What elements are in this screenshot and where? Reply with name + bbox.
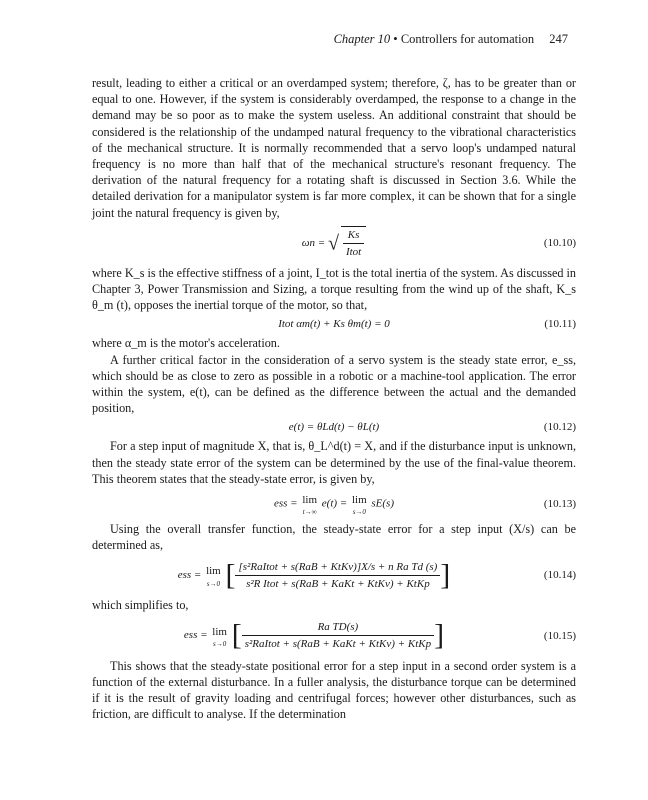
paragraph-6: Using the overall transfer function, the steady-state error for a step input (X/s) can be determined as, — [92, 522, 576, 553]
eq-lim: lim — [212, 625, 227, 638]
eq-lhs: ωn = — [301, 236, 326, 249]
equation-10-12 — [92, 416, 576, 438]
eq-rhs: sE(s) — [371, 497, 394, 510]
paragraph-5: For a step input of magnitude X, that is, θ_L^d(t) = X, and if the disturbance input is unknown, then the steady state error of the system can be determined by the use of the final-value theorem. This theorem states that the steady-state error, is given by, — [92, 439, 576, 486]
paragraph-7: which simplifies to, — [92, 598, 189, 613]
paragraph-8: This shows that the steady-state positional error for a step input in a second order system is a function of the external disturbance. In a fuller analysis, the disturbance torque can be determined if it is the result of gravity loading and centrifugal forces; however other disturbances, such as friction, are difficult to analyse. If the determination — [92, 658, 576, 722]
header-bullet: • — [393, 32, 398, 46]
eq-numerator: Ra TD(s) — [242, 619, 434, 636]
eq-lim: lim — [206, 565, 221, 578]
eq-text: Itot αm(t) + Ks θm(t) = 0 — [278, 318, 390, 331]
equation-10-10: ωn = √ $\frac{Ks}{\text{Itot}}$ (10.10) — [92, 221, 576, 265]
page-header — [334, 32, 568, 47]
eq-denominator: s²R Itot + s(RaB + KaKt + KtKv) + KtKp — [246, 577, 430, 590]
equation-number: (10.10) — [543, 236, 576, 249]
eq-lim-sub: t→∞ — [302, 508, 317, 517]
equation-number: (10.12) — [543, 421, 576, 434]
equation-10-15: ess = lim s→0 [ $\frac{\text{Ra TD(s)}}{\text{s²RaItot + s(RaB + KaKt + KtKv) + KtKp}}$ ] (10.15) — [183, 618, 576, 652]
paragraph-1: result, leading to either a critical or an overdamped system; therefore, ζ, has to be greater than or equal to one. However, if the system is considerably overdamped, the response to a change in the demand may be so poor as to make the system useless. An additional constraint that should be considered is the relationship of the undamped natural frequency to the vibrational characteristics of the mechanical structure. It is normally recommended that a servo loop's undamped natural frequency is no more than half that of the mechanical structure's resonant frequency. The derivation of the natural frequency for a rotating shaft is discussed in Section 3.6. While the detailed derivation for a manipulator system is far more complex, it can be shown that for a single joint the natural frequency is given by, — [92, 76, 576, 220]
eq-denominator: Itot — [345, 245, 362, 258]
eq-numerator: [s²RaItot + s(RaB + KtKv)]X/s + n Ra Td (s) — [235, 559, 440, 576]
eq-lim: lim — [351, 493, 367, 506]
paragraph-3: where α_m is the motor's acceleration. — [92, 336, 280, 351]
paragraph-2: where K_s is the effective stiffness of a joint, I_tot is the total inertia of the system. As discussed in Chapter 3, Power Transmission and Sizing, a torque resulting from the wind up of the shaft, K_s θ_m (t), opposes the inertial torque of the motor, so that, — [92, 265, 576, 313]
equation-10-13 — [92, 487, 576, 521]
equation-number: (10.15) — [543, 629, 576, 642]
eq-lim-sub: s→0 — [352, 508, 366, 517]
eq-numerator: Ks — [343, 227, 364, 244]
chapter-title: Controllers for automation — [400, 32, 535, 46]
eq-lim: lim — [302, 493, 318, 506]
equation-10-14: ess = lim s→0 [ $\frac{\text{[s²RaItot + s(RaB + KtKv)]X/s + n Ra Td (s)}}{\text{s²R Itot + s(RaB + KaKt + KtKv) + KtKp}}$ ] (10.14) — [177, 558, 576, 592]
page-body — [92, 75, 576, 722]
equation-number: (10.11) — [544, 318, 576, 331]
equation-number: (10.14) — [543, 569, 576, 582]
eq-mid: e(t) = — [321, 497, 348, 510]
page-number: 247 — [549, 32, 568, 46]
eq-lhs: ess = — [177, 569, 202, 581]
eq-lim-sub: s→0 — [213, 639, 227, 648]
eq-lim-sub: s→0 — [206, 579, 221, 588]
equation-10-11 — [92, 313, 576, 335]
eq-denominator: s²RaItot + s(RaB + KaKt + KtKv) + KtKp — [244, 638, 432, 651]
chapter-label: Chapter 10 — [333, 32, 391, 46]
eq-lhs: ess = — [183, 629, 208, 642]
eq-lhs: ess = — [273, 497, 298, 510]
equation-number: (10.13) — [543, 497, 576, 510]
paragraph-4: A further critical factor in the consideration of a servo system is the steady state error, e_ss, which should be as close to zero as possible in a robotic or a machine-tool application. The error within the system, e(t), can be defined as the difference between the actual and the demanded position, — [92, 352, 576, 416]
eq-text: e(t) = θLd(t) − θL(t) — [288, 421, 380, 434]
